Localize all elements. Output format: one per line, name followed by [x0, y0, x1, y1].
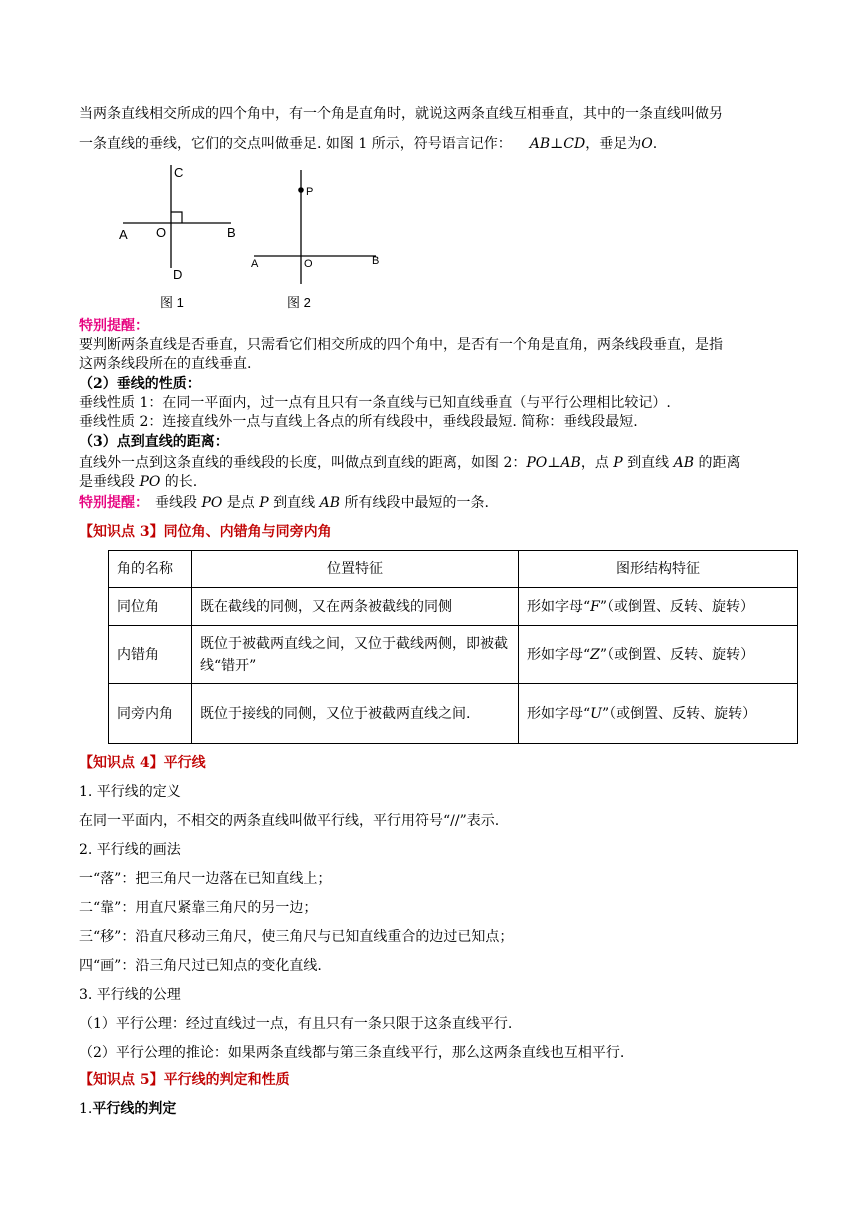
axiom-text: （1）平行公理：经过直线过一点，有且只有一条只限于这条直线平行.	[79, 1016, 513, 1032]
math-expression: AB⊥CD	[529, 136, 586, 152]
drawing-step: 三“移”：沿直尺移动三角尺，使三角尺与已知直线重合的边过已知点；	[79, 929, 514, 945]
text: 形如字母“	[527, 646, 591, 663]
knowledge-point-4-title: 【知识点 4】平行线	[79, 755, 206, 771]
subsection-heading: 1. 平行线的定义	[79, 784, 181, 800]
table-header-cell: 角的名称	[109, 551, 192, 588]
text: 形如字母“	[527, 598, 591, 615]
kp5-subheading	[79, 1097, 791, 1121]
label-a: A	[119, 227, 128, 242]
text: 是点	[222, 495, 260, 511]
text: 的长.	[160, 474, 198, 490]
label-d: D	[173, 267, 183, 282]
math-symbol: AB	[673, 455, 695, 471]
property-text: 垂线性质 2：连接直线外一点与直线上各点的所有线段中，垂线段最短. 简称：垂线段最短.	[79, 414, 638, 430]
table-header-cell: 图形结构特征	[519, 551, 798, 588]
drawing-step: 二“靠”：用直尺紧靠三角尺的另一边；	[79, 900, 318, 916]
point-p	[298, 187, 304, 193]
intro-text: .	[652, 136, 658, 152]
knowledge-point-5-title: 【知识点 5】平行线的判定和性质	[79, 1072, 290, 1088]
label-o: O	[156, 225, 167, 240]
text: 所有线段中最短的一条.	[340, 495, 489, 511]
figure-1-caption: 图 1	[160, 295, 184, 310]
intro-text: ，垂足为	[585, 136, 642, 152]
drawing-step: 一“落”：把三角尺一边落在已知直线上；	[79, 871, 332, 887]
math-symbol: P	[259, 495, 269, 511]
figure-2-caption: 图 2	[287, 295, 311, 310]
reminder-title: 特别提醒：	[79, 318, 149, 334]
letter: Z	[590, 646, 600, 663]
table-cell: 既位于被截两直线之间，又位于截线两侧，即被截线“错开”	[192, 626, 519, 684]
label-b: B	[372, 255, 380, 267]
math-symbol: PO	[201, 495, 223, 511]
table-cell: 内错角	[109, 626, 192, 684]
table-header-row	[109, 551, 798, 588]
text: 是垂线段	[79, 474, 140, 490]
text: ”（或倒置、反转、旋转）	[599, 598, 755, 615]
subsection-heading: 2. 平行线的画法	[79, 842, 181, 858]
text: ，点	[580, 455, 614, 471]
table-cell	[519, 684, 798, 744]
right-angle-mark	[171, 212, 182, 223]
text: 的距离	[694, 455, 741, 471]
label-p: P	[306, 186, 314, 198]
letter: F	[590, 598, 600, 615]
label-b: B	[227, 225, 236, 240]
table-cell	[519, 588, 798, 626]
figure-1	[119, 165, 236, 310]
math-symbol: AB	[319, 495, 340, 511]
math-symbol: P	[613, 455, 623, 471]
label-a: A	[251, 258, 259, 270]
text: ”（或倒置、反转、旋转）	[599, 646, 755, 663]
subsection-heading: 平行线的判定	[92, 1101, 177, 1117]
figure-2	[251, 170, 379, 310]
subsection-heading: 3. 平行线的公理	[79, 987, 181, 1003]
reminder-2	[79, 491, 791, 515]
text: 垂线段	[155, 495, 202, 511]
figures	[0, 0, 868, 320]
table-cell: 既在截线的同侧，又在两条被截线的同侧	[192, 588, 519, 626]
math-symbol: PO	[139, 474, 161, 490]
angle-table	[108, 550, 798, 744]
intro-text: 当两条直线相交所成的四个角中，有一个角是直角时，就说这两条直线互相垂直，其中的一条直线叫做另	[79, 106, 723, 122]
text: 到直线	[268, 495, 320, 511]
table-row	[109, 626, 798, 684]
letter: U	[590, 705, 602, 722]
table-header-cell: 位置特征	[192, 551, 519, 588]
section-heading: （3）点到直线的距离：	[79, 434, 229, 450]
math-expression: PO⊥AB	[526, 455, 581, 471]
drawing-step: 四“画”：沿三角尺过已知点的变化直线.	[79, 958, 322, 974]
reminder-title: 特别提醒：	[79, 495, 149, 511]
text: 到直线	[622, 455, 674, 471]
math-symbol: O	[641, 136, 653, 152]
definition-text: 在同一平面内，不相交的两条直线叫做平行线，平行用符号“//”表示.	[79, 813, 500, 829]
intro-text: 一条直线的垂线，它们的交点叫做垂足. 如图 1 所示，符号语言记作：	[79, 136, 512, 152]
axiom-text: （2）平行公理的推论：如果两条直线都与第三条直线平行，那么这两条直线也互相平行.	[79, 1045, 625, 1061]
table-row	[109, 684, 798, 744]
table-cell: 既位于接线的同侧，又位于被截两直线之间.	[192, 684, 519, 744]
reminder-text: 要判断两条直线是否垂直，只需看它们相交所成的四个角中，是否有一个角是直角，两条线段垂直，是指	[79, 337, 723, 353]
table-cell: 同位角	[109, 588, 192, 626]
text: 直线外一点到这条直线的垂线段的长度，叫做点到直线的距离，如图 2：	[79, 455, 527, 471]
label-c: C	[174, 165, 184, 180]
property-text: 垂线性质 1：在同一平面内，过一点有且只有一条直线与已知直线垂直（与平行公理相比较记）.	[79, 395, 671, 411]
table-cell: 同旁内角	[109, 684, 192, 744]
knowledge-point-3-title: 【知识点 3】同位角、内错角与同旁内角	[79, 524, 332, 540]
label-o: O	[304, 258, 313, 270]
text: 形如字母“	[527, 705, 591, 722]
table-cell	[519, 626, 798, 684]
text: 1.	[79, 1101, 93, 1117]
reminder-text: 这两条线段所在的直线垂直.	[79, 356, 252, 372]
text: ”（或倒置、反转、旋转）	[601, 705, 757, 722]
table-row	[109, 588, 798, 626]
section-heading: （2）垂线的性质：	[79, 376, 201, 392]
